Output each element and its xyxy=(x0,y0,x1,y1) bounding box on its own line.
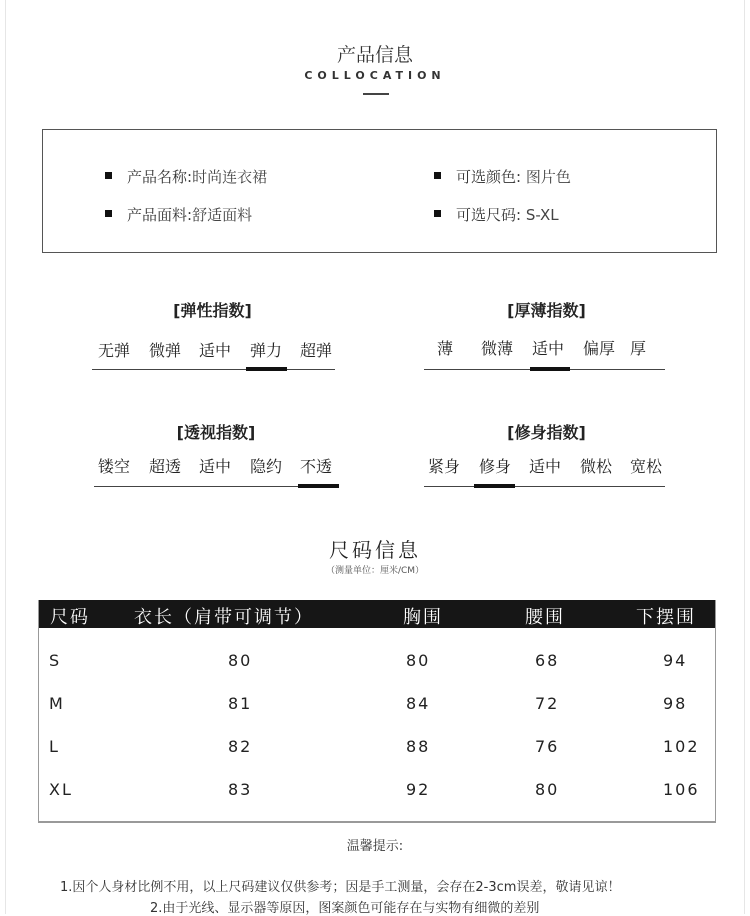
transparency-option: 超透 xyxy=(148,457,182,476)
product-fabric-item xyxy=(105,204,252,225)
cell-length: 81 xyxy=(228,694,253,713)
cell-hem: 98 xyxy=(663,694,688,713)
product-size-value: S-XL xyxy=(525,206,559,224)
cell-waist: 72 xyxy=(535,694,560,713)
transparency-option: 镂空 xyxy=(97,457,131,476)
size-table-header xyxy=(39,600,715,628)
product-fabric-label: 产品面料: xyxy=(127,206,193,224)
product-fabric-value: 舒适面料 xyxy=(192,206,253,224)
header-hem: 下摆围 xyxy=(636,607,696,628)
square-bullet-icon xyxy=(434,172,441,179)
elasticity-index-title: [弹性指数] xyxy=(173,301,252,320)
elasticity-option: 无弹 xyxy=(97,341,131,360)
cell-waist: 80 xyxy=(535,780,560,799)
product-name-value: 时尚连衣裙 xyxy=(192,168,268,186)
product-info-box xyxy=(42,129,717,253)
tip-line-2: 2.由于光线、显示器等原因，图案颜色可能存在与实物有细微的差别 xyxy=(150,901,540,916)
header-bust: 胸围 xyxy=(403,607,443,628)
elasticity-selected-marker xyxy=(246,367,287,371)
header-size: 尺码 xyxy=(50,607,90,628)
cell-length: 80 xyxy=(228,651,253,670)
cell-waist: 68 xyxy=(535,651,560,670)
fit-option: 微松 xyxy=(579,457,613,476)
cell-hem: 102 xyxy=(663,737,700,756)
thickness-index xyxy=(424,296,669,376)
product-name-item xyxy=(105,166,267,187)
product-color-item xyxy=(434,166,571,187)
cell-size: XL xyxy=(49,780,73,799)
title-divider xyxy=(363,93,389,95)
fit-option: 适中 xyxy=(528,457,562,476)
fit-index-title: [修身指数] xyxy=(507,423,586,442)
thickness-option: 薄 xyxy=(436,339,454,358)
size-table xyxy=(38,600,716,823)
cell-waist: 76 xyxy=(535,737,560,756)
fit-option: 紧身 xyxy=(427,457,461,476)
elasticity-option-selected: 弹力 xyxy=(249,341,283,360)
thickness-option: 厚 xyxy=(629,339,647,358)
transparency-option-selected: 不透 xyxy=(299,457,333,476)
page-title: 产品信息 xyxy=(336,44,413,66)
tip-line-1: 1.因个人身材比例不用，以上尺码建议仅供参考；因是手工测量，会存在2-3cm误差，敬请见谅！ xyxy=(60,880,621,895)
thickness-selected-marker xyxy=(530,367,570,371)
transparency-selected-marker xyxy=(298,484,339,488)
square-bullet-icon xyxy=(105,210,112,217)
elasticity-scale-line xyxy=(92,369,335,370)
thickness-option: 微薄 xyxy=(480,339,514,358)
cell-size: M xyxy=(49,694,65,713)
elasticity-option: 适中 xyxy=(198,341,232,360)
cell-bust: 92 xyxy=(406,780,431,799)
product-color-label: 可选颜色: xyxy=(456,168,522,186)
square-bullet-icon xyxy=(434,210,441,217)
elasticity-option: 微弹 xyxy=(148,341,182,360)
transparency-index-title: [透视指数] xyxy=(176,423,256,442)
size-info-title: 尺码信息 xyxy=(329,538,421,562)
fit-option: 宽松 xyxy=(629,457,663,476)
cell-bust: 80 xyxy=(406,651,431,670)
product-size-label: 可选尺码: xyxy=(456,206,522,224)
transparency-option: 隐约 xyxy=(249,457,283,476)
cell-size: L xyxy=(49,737,60,756)
page-subtitle: COLLOCATION xyxy=(304,69,446,82)
fit-index xyxy=(424,418,669,493)
cell-bust: 84 xyxy=(406,694,431,713)
elasticity-index xyxy=(90,296,335,376)
left-edge-line xyxy=(5,0,6,914)
thickness-option-selected: 适中 xyxy=(531,339,565,358)
transparency-option: 适中 xyxy=(198,457,232,476)
header-waist: 腰围 xyxy=(525,607,565,628)
product-size-item xyxy=(434,204,559,225)
cell-hem: 94 xyxy=(663,651,688,670)
cell-length: 82 xyxy=(228,737,253,756)
square-bullet-icon xyxy=(105,172,112,179)
thickness-index-title: [厚薄指数] xyxy=(507,301,586,320)
product-name-label: 产品名称: xyxy=(127,168,193,186)
transparency-index xyxy=(92,418,340,493)
thickness-option: 偏厚 xyxy=(582,339,616,358)
fit-selected-marker xyxy=(474,484,515,488)
fit-option-selected: 修身 xyxy=(478,457,512,476)
right-edge-line xyxy=(744,0,745,914)
cell-length: 83 xyxy=(228,780,253,799)
fit-scale-line xyxy=(424,486,665,487)
product-color-value: 图片色 xyxy=(525,168,571,186)
cell-bust: 88 xyxy=(406,737,431,756)
header-length: 衣长（肩带可调节） xyxy=(134,607,314,628)
size-unit-note: （测量单位：厘米/CM） xyxy=(325,566,425,576)
elasticity-option: 超弹 xyxy=(299,341,333,360)
cell-hem: 106 xyxy=(663,780,700,799)
tips-title: 温馨提示: xyxy=(346,839,404,854)
cell-size: S xyxy=(49,651,62,670)
